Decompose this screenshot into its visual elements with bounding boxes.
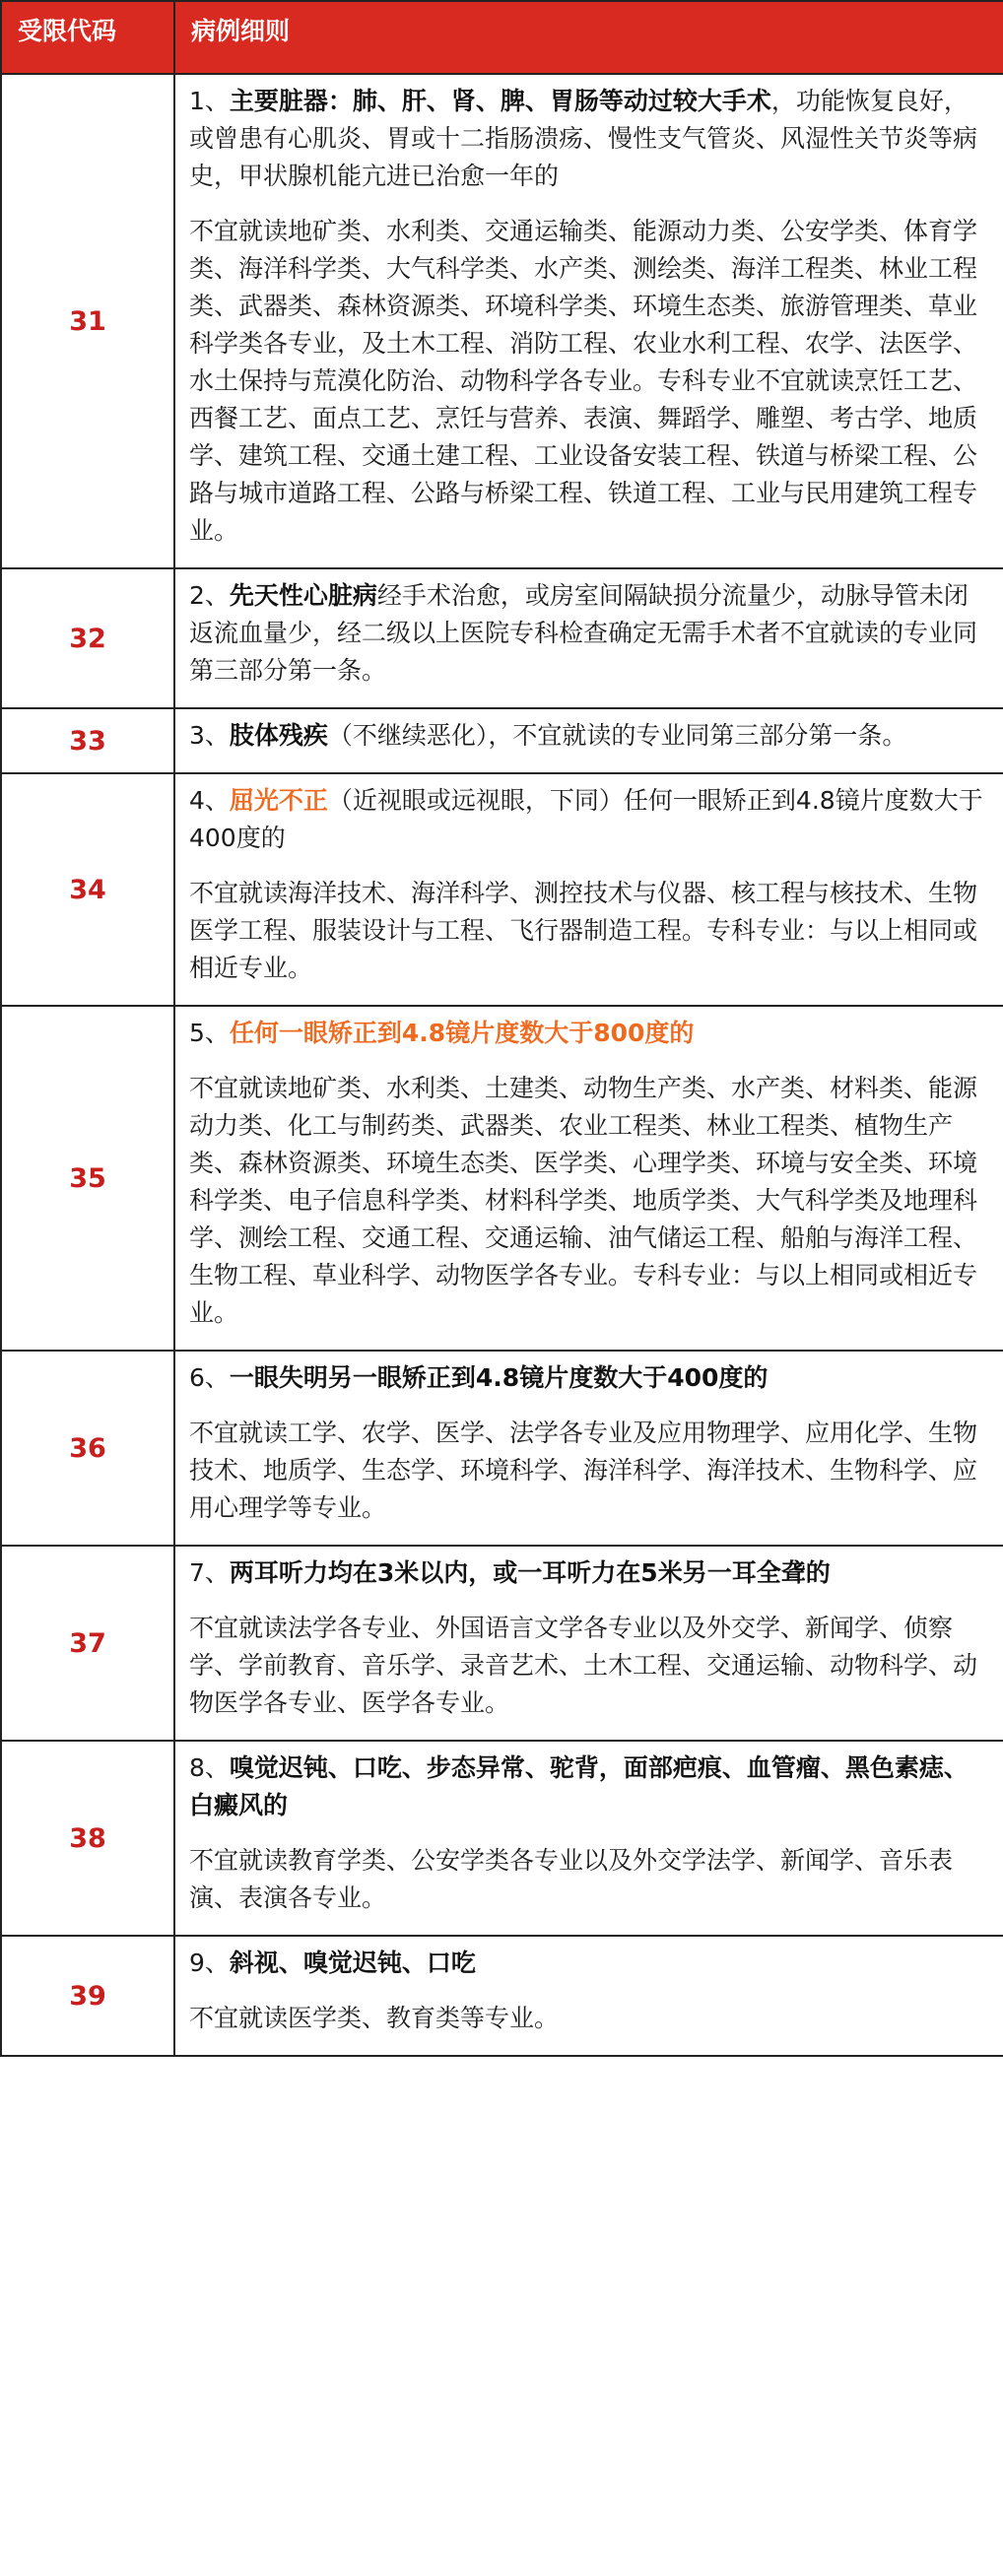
restriction-code: 32	[1, 568, 174, 708]
case-detail	[174, 1351, 1003, 1546]
header-code	[1, 1, 174, 74]
case-title-highlight: 先天性心脏病	[229, 581, 377, 610]
case-title-text: 2、	[189, 581, 230, 610]
restriction-code: 36	[1, 1351, 174, 1546]
table-row	[1, 773, 1003, 1006]
case-title-highlight: 主要脏器：肺、肝、肾、脾、胃肠等动过较大手术	[229, 87, 771, 115]
case-description: 不宜就读工学、农学、医学、法学各专业及应用物理学、应用化学、生物技术、地质学、生态学、环境科学、海洋科学、海洋技术、生物科学、应用心理学等专业。	[189, 1419, 978, 1522]
table-row	[1, 1741, 1003, 1936]
case-title-text: 9、	[189, 1949, 230, 1977]
restriction-code: 33	[1, 708, 174, 773]
table-header-row	[1, 1, 1003, 74]
case-title	[189, 782, 989, 857]
case-detail	[174, 1546, 1003, 1741]
case-title	[189, 83, 989, 195]
case-title-highlight: 肢体残疾	[229, 721, 328, 750]
case-title	[189, 1554, 989, 1592]
case-description: 不宜就读海洋技术、海洋科学、测控技术与仪器、核工程与核技术、生物医学工程、服装设计与工程、飞行器制造工程。专科专业：与以上相同或相近专业。	[189, 879, 978, 982]
case-description: 不宜就读教育学类、公安学类各专业以及外交学法学、新闻学、音乐表演、表演各专业。	[189, 1846, 954, 1912]
case-title	[189, 577, 989, 690]
table-row	[1, 1936, 1003, 2056]
case-description: 不宜就读法学各专业、外国语言文学各专业以及外交学、新闻学、侦察学、学前教育、音乐学、录音艺术、土木工程、交通运输、动物科学、动物医学各专业、医学各专业。	[189, 1614, 978, 1717]
case-title	[189, 1750, 989, 1824]
restriction-code: 35	[1, 1006, 174, 1351]
restriction-code: 34	[1, 773, 174, 1006]
header-detail	[174, 1, 1003, 74]
case-title-text: 5、	[189, 1019, 230, 1047]
case-detail	[174, 1741, 1003, 1936]
case-detail	[174, 1006, 1003, 1351]
case-title	[189, 1015, 989, 1052]
restriction-code: 38	[1, 1741, 174, 1936]
case-title-text: 7、	[189, 1558, 230, 1587]
case-title-text: 经手术治愈，或房室间隔缺损分流量少，动脉导管未闭返流血量少，经二级以上医院专科检查确定无需手术者不宜就读的专业同第三部分第一条。	[189, 581, 978, 685]
case-title-highlight: 两耳听力均在3米以内，或一耳听力在5米另一耳全聋的	[229, 1558, 831, 1587]
table-row	[1, 708, 1003, 773]
case-title-text: 3、	[189, 721, 230, 750]
case-detail	[174, 568, 1003, 708]
table-row	[1, 1351, 1003, 1546]
table-row	[1, 74, 1003, 568]
table-row	[1, 568, 1003, 708]
case-title-text: （不继续恶化），不宜就读的专业同第三部分第一条。	[327, 721, 907, 750]
case-title-text: （近视眼或远视眼，下同）任何一眼矫正到4.8镜片度数大于400度的	[189, 786, 983, 852]
case-detail	[174, 74, 1003, 568]
restriction-code: 31	[1, 74, 174, 568]
case-title	[189, 1359, 989, 1397]
case-detail	[174, 708, 1003, 773]
case-description: 不宜就读地矿类、水利类、土建类、动物生产类、水产类、材料类、能源动力类、化工与制药类、武器类、农业工程类、林业工程类、植物生产类、森林资源类、环境生态类、医学类、心理学类、环境与安全类、环境科学类、电子信息科学类、材料科学类、地质学类、大气科学类及地理科学、测绘工程、交通工程、交通运输、油气储运工程、船舶与海洋工程、生物工程、草业科学、动物医学各专业。专科专业：与以上相同或相近专业。	[189, 1074, 978, 1327]
restriction-code: 37	[1, 1546, 174, 1741]
header-detail-label: 病例细则	[191, 17, 291, 45]
case-title-text: 6、	[189, 1363, 230, 1392]
case-title-highlight: 嗅觉迟钝、口吃、步态异常、驼背，面部疤痕、血管瘤、黑色素痣、白癜风的	[189, 1753, 969, 1819]
restriction-code: 39	[1, 1936, 174, 2056]
case-title-highlight: 屈光不正	[229, 786, 328, 815]
case-title-highlight: 任何一眼矫正到4.8镜片度数大于800度的	[229, 1019, 695, 1047]
case-detail	[174, 1936, 1003, 2056]
case-detail	[174, 773, 1003, 1006]
case-title	[189, 717, 989, 755]
table-row	[1, 1546, 1003, 1741]
case-title-text: 1、	[189, 87, 230, 115]
header-code-label: 受限代码	[18, 17, 117, 45]
case-title-highlight: 一眼失明另一眼矫正到4.8镜片度数大于400度的	[229, 1363, 769, 1392]
case-title-text: ，功能恢复良好，或曾患有心肌炎、胃或十二指肠溃疡、慢性支气管炎、风湿性关节炎等病史，甲状腺机能亢进已治愈一年的	[189, 87, 978, 190]
case-description: 不宜就读地矿类、水利类、交通运输类、能源动力类、公安学类、体育学类、海洋科学类、大气科学类、水产类、测绘类、海洋工程类、林业工程类、武器类、森林资源类、环境科学类、环境生态类、旅游管理类、草业科学类各专业，及土木工程、消防工程、农业水利工程、农学、法医学、水土保持与荒漠化防治、动物科学各专业。专科专业不宜就读烹饪工艺、西餐工艺、面点工艺、烹饪与营养、表演、舞蹈学、雕塑、考古学、地质学、建筑工程、交通土建工程、工业设备安装工程、铁道与桥梁工程、公路与城市道路工程、公路与桥梁工程、铁道工程、工业与民用建筑工程专业。	[189, 217, 978, 545]
case-description: 不宜就读医学类、教育类等专业。	[189, 2004, 560, 2032]
case-title-text: 8、	[189, 1753, 230, 1782]
case-title-text: 4、	[189, 786, 230, 815]
table-row	[1, 1006, 1003, 1351]
case-title	[189, 1945, 989, 1982]
case-title-highlight: 斜视、嗅觉迟钝、口吃	[229, 1949, 476, 1977]
